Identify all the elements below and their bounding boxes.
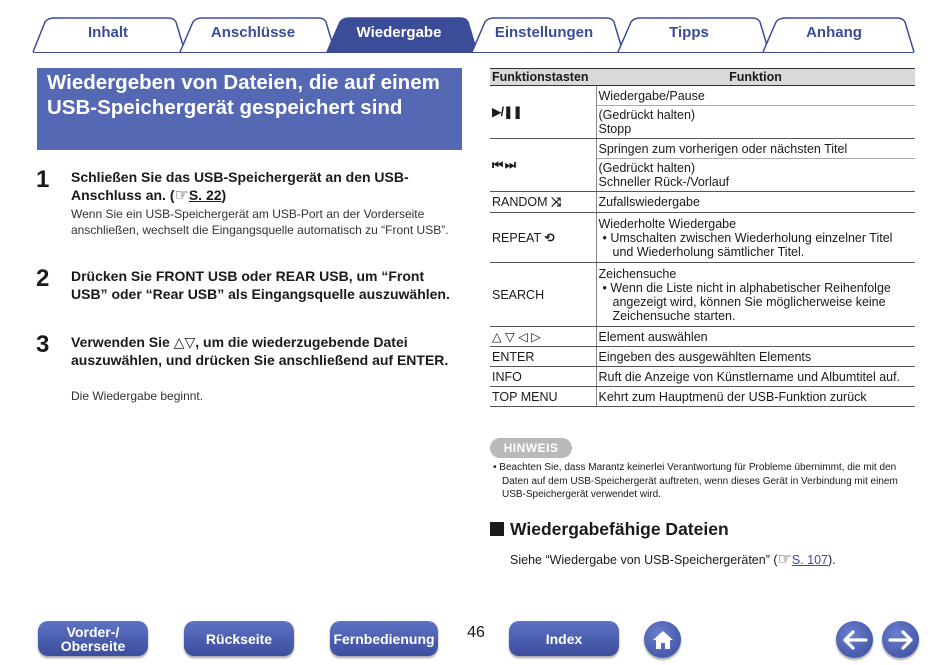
function-cell: (Gedrückt halten) Stopp: [596, 106, 915, 139]
step-description: Die Wiedergabe beginnt.: [71, 389, 204, 403]
ref-paren-close: ): [221, 187, 227, 203]
hand-pointer-icon: ☞: [777, 551, 792, 568]
index-button[interactable]: Index: [509, 621, 619, 656]
tab-einstellungen[interactable]: Einstellungen: [494, 24, 594, 41]
function-cell: Element auswählen: [596, 327, 915, 347]
table-row: [490, 367, 915, 387]
step-heading: Drücken Sie FRONT USB oder REAR USB, um “Front USB” oder “Rear USB” als Eingangsquelle auszuwählen.: [71, 268, 450, 302]
shuffle-icon: ⤨: [551, 195, 561, 209]
key-cell: [490, 86, 596, 139]
table-row: [490, 86, 915, 106]
key-cell: ENTER: [490, 347, 596, 367]
table-row: [490, 387, 915, 407]
key-cell: INFO: [490, 367, 596, 387]
cursor-arrows-icon: △ ▽ ◁ ▷: [492, 329, 541, 344]
key-cell: [490, 327, 596, 347]
function-cell: Springen zum vorherigen oder nächsten Titel: [596, 139, 915, 159]
step-description: Wenn Sie ein USB-Speichergerät am USB-Port an der Vorderseite anschließen, wechselt die Eingangsquelle automatisch zu “Front USB”.: [71, 207, 449, 237]
page-title: Wiedergeben von Dateien, die auf einem USB-Speichergerät gespeichert sind: [37, 68, 462, 150]
tab-tipps[interactable]: Tipps: [669, 24, 709, 41]
play-pause-icon: ▶/❚❚: [492, 105, 523, 119]
skip-prev-next-icon: ⏮ ⏭: [492, 158, 515, 172]
function-cell: Zufallswiedergabe: [596, 192, 915, 213]
hand-pointer-icon: ☞: [174, 187, 189, 204]
arrow-left-icon: [842, 630, 868, 650]
back-panel-button[interactable]: Rückseite: [184, 621, 294, 656]
previous-page-button[interactable]: [836, 621, 873, 658]
key-cell: RANDOM ⤨: [490, 192, 596, 213]
function-cell: (Gedrückt halten) Schneller Rück-/Vorlauf: [596, 159, 915, 192]
table-row: [490, 327, 915, 347]
note-text: [492, 461, 912, 502]
front-top-button[interactable]: Vorder-/ Oberseite: [38, 621, 148, 656]
note-bullet: •: [493, 462, 497, 473]
section-body: Siehe “Wiedergabe von USB-Speichergeräten” (☞S. 107).: [510, 551, 836, 568]
function-cell: Ruft die Anzeige von Künstlername und Albumtitel auf.: [596, 367, 915, 387]
table-row: [490, 192, 915, 213]
home-button[interactable]: [644, 621, 681, 658]
section-heading: Wiedergabefähige Dateien: [490, 519, 729, 540]
note-badge: HINWEIS: [490, 438, 572, 458]
page-number: 46: [467, 624, 485, 641]
key-cell: SEARCH: [490, 263, 596, 327]
step-1: [36, 166, 456, 256]
tab-bar: [0, 0, 950, 56]
col-header-function: Funktion: [596, 69, 915, 86]
table-row: [490, 139, 915, 159]
ref-paren-open: (: [169, 187, 175, 203]
remote-control-button[interactable]: Fernbedienung: [330, 621, 438, 656]
tab-inhalt[interactable]: Inhalt: [88, 24, 128, 41]
function-key-table: [490, 68, 915, 407]
function-cell: Eingeben des ausgewählten Elements: [596, 347, 915, 367]
step-2: [36, 265, 456, 325]
table-row: [490, 213, 915, 263]
step-number: 2: [36, 265, 50, 292]
function-cell: Wiedergabe/Pause: [596, 86, 915, 106]
tab-wiedergabe[interactable]: Wiedergabe: [356, 24, 442, 41]
key-cell: [490, 139, 596, 192]
function-cell: Wiederholte Wiedergabe • Umschalten zwischen Wiederholung einzelner Titel und Wiederholung sämtlicher Titel.: [596, 213, 915, 263]
function-cell: Zeichensuche • Wenn die Liste nicht in alphabetischer Reihenfolge angezeigt wird, können Sie möglicherweise keine Zeichensuche starten.: [596, 263, 915, 327]
note-body: Beachten Sie, dass Marantz keinerlei Verantwortung für Probleme übernimmt, die mit den Daten auf dem USB-Speichergerät auftreten, wenn dieses Gerät in Verbindung mit einem USB-Speichergerät verwendet wird.: [499, 462, 898, 500]
step-heading: [71, 168, 456, 205]
home-icon: [651, 629, 675, 651]
key-cell: TOP MENU: [490, 387, 596, 407]
page-ref-link[interactable]: S. 107: [791, 553, 828, 567]
table-row: [490, 263, 915, 327]
repeat-icon: ⟲: [544, 230, 554, 245]
step-number: 1: [36, 166, 50, 193]
step-heading-text: Schließen Sie das USB-Speichergerät an den USB-Anschluss an.: [71, 169, 409, 203]
square-bullet-icon: [490, 522, 504, 536]
step-3: [36, 331, 456, 411]
col-header-keys: Funktionstasten: [490, 69, 596, 86]
tab-anschluesse[interactable]: Anschlüsse: [210, 24, 296, 41]
table-row: [490, 347, 915, 367]
step-number: 3: [36, 331, 50, 358]
step-heading: Verwenden Sie △▽, um die wiederzugebende Datei auszuwählen, und drücken Sie anschließend auf ENTER.: [71, 334, 449, 368]
arrow-right-icon: [888, 630, 914, 650]
key-cell: REPEAT ⟲: [490, 213, 596, 263]
tab-anhang[interactable]: Anhang: [806, 24, 862, 41]
next-page-button[interactable]: [882, 621, 919, 658]
function-cell: Kehrt zum Hauptmenü der USB-Funktion zurück: [596, 387, 915, 407]
page-ref-link[interactable]: S. 22: [188, 187, 222, 203]
